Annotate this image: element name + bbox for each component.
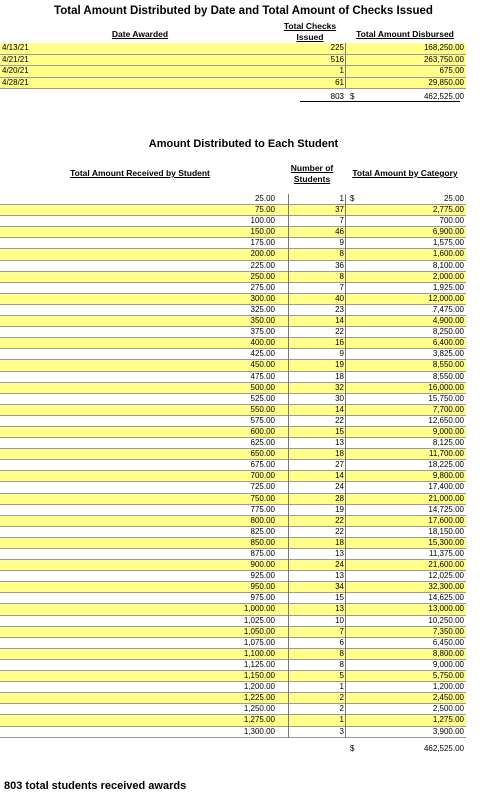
student-count-cell: 32 (335, 382, 344, 392)
column-divider (345, 78, 346, 89)
table-row (0, 349, 466, 360)
amount-received-cell: 1,100.00 (243, 648, 275, 658)
amount-received-cell: 450.00 (250, 360, 275, 370)
category-total-cell: 17,400.00 (428, 482, 464, 492)
table-row (0, 405, 466, 416)
total-currency-symbol: $ (350, 744, 355, 753)
student-count-cell: 2 (339, 693, 344, 703)
checks-cell: 61 (335, 77, 344, 87)
column-divider (345, 66, 346, 77)
table-row (0, 715, 466, 726)
category-total-cell: 15,750.00 (428, 393, 464, 403)
table-row (0, 527, 466, 538)
amount-received-cell: 475.00 (250, 371, 275, 381)
table-row (0, 427, 466, 438)
category-total-cell: 1,600.00 (432, 249, 464, 259)
student-count-cell: 22 (335, 526, 344, 536)
number-of-students-header: Number of Students (290, 163, 334, 184)
category-total-cell: 11,375.00 (429, 549, 464, 558)
currency-symbol: $ (350, 194, 355, 203)
amount-received-cell: 575.00 (250, 415, 275, 425)
student-count-cell: 2 (339, 704, 344, 714)
checks-cell: 225 (330, 43, 344, 52)
student-count-cell: 37 (335, 205, 344, 215)
amount-received-cell: 875.00 (250, 549, 275, 558)
amount-received-cell: 650.00 (250, 449, 275, 459)
table-row (0, 649, 466, 660)
amount-cell: 29,850.00 (428, 77, 464, 87)
student-count-cell: 22 (335, 327, 344, 337)
student-count-cell: 13 (335, 438, 344, 448)
table-row (0, 549, 466, 560)
category-total-cell: 9,000.00 (432, 659, 464, 669)
column-divider (345, 43, 346, 54)
amount-received-cell: 25.00 (254, 194, 275, 203)
table-row (0, 272, 466, 283)
category-total-cell: 7,350.00 (432, 626, 464, 636)
table-row (0, 593, 466, 604)
table-row (0, 338, 466, 349)
table-row (0, 704, 466, 715)
category-total-cell: 1,925.00 (432, 282, 464, 292)
category-total-cell: 14,725.00 (428, 504, 464, 514)
student-count-cell: 30 (335, 393, 344, 403)
table-row (0, 205, 466, 216)
table-row (0, 261, 466, 272)
student-count-cell: 8 (339, 648, 344, 658)
category-total-cell: 1,575.00 (432, 238, 464, 248)
table-row (0, 494, 466, 505)
amount-received-cell: 275.00 (250, 282, 275, 292)
category-total-cell: 5,750.00 (432, 671, 464, 681)
date-cell: 4/13/21 (2, 43, 29, 52)
category-total-cell: 8,550.00 (432, 371, 464, 381)
table-row (0, 560, 466, 571)
table-row (0, 604, 466, 615)
category-total-cell: 13,000.00 (428, 604, 464, 614)
table-row (0, 416, 466, 427)
category-total-cell: 2,450.00 (432, 693, 464, 703)
student-count-cell: 15 (335, 593, 344, 603)
summary-title: Total Amount Distributed by Date and Total Amount of Checks Issued (54, 5, 433, 17)
category-total-cell: 2,775.00 (432, 205, 464, 215)
amount-by-category-header: Total Amount by Category (352, 168, 458, 178)
student-count-cell: 36 (335, 260, 344, 270)
student-count-cell: 27 (335, 460, 344, 470)
table-row (0, 538, 466, 549)
table-row (0, 438, 466, 449)
table-row (0, 449, 466, 460)
student-count-cell: 15 (335, 426, 344, 436)
table-row (0, 238, 466, 249)
amount-received-cell: 750.00 (250, 493, 275, 503)
student-count-cell: 7 (339, 626, 344, 636)
student-count-cell: 18 (335, 537, 344, 547)
student-count-cell: 13 (335, 571, 344, 581)
student-count-cell: 1 (339, 682, 344, 692)
category-total-cell: 14,625.00 (428, 593, 464, 603)
student-count-cell: 5 (339, 671, 344, 681)
student-count-cell: 9 (339, 238, 344, 248)
student-count-cell: 19 (335, 360, 344, 370)
amount-received-cell: 550.00 (250, 404, 275, 414)
amount-received-cell: 250.00 (250, 271, 275, 281)
amount-received-cell: 925.00 (250, 571, 275, 581)
student-count-cell: 19 (335, 504, 344, 514)
student-count-cell: 23 (335, 304, 344, 314)
amount-received-cell: 775.00 (250, 504, 275, 514)
category-total-cell: 2,500.00 (432, 704, 464, 714)
amount-received-cell: 1,300.00 (243, 726, 275, 736)
amount-received-cell: 1,200.00 (243, 682, 275, 692)
total-checks: 803 (330, 92, 344, 101)
category-total-cell: 6,400.00 (432, 338, 464, 348)
category-total-cell: 9,000.00 (432, 426, 464, 436)
student-count-cell: 1 (339, 715, 344, 725)
amount-received-cell: 975.00 (250, 593, 275, 603)
table-row (0, 327, 466, 338)
date-cell: 4/28/21 (2, 77, 29, 87)
student-count-cell: 14 (335, 404, 344, 414)
student-count-cell: 7 (339, 216, 344, 226)
category-total-cell: 8,125.00 (432, 438, 464, 448)
total-checks-header: Total Checks Issued (283, 21, 337, 42)
table-row (0, 78, 466, 90)
table-row (0, 660, 466, 671)
category-total-cell: 17,600.00 (428, 515, 464, 525)
total-amount: 462,525.00 (423, 92, 464, 101)
amount-received-cell: 200.00 (250, 249, 275, 259)
amount-received-cell: 350.00 (250, 316, 275, 326)
total-disbursed-header: Total Amount Disbursed (356, 29, 454, 39)
category-total-cell: 10,250.00 (428, 615, 464, 625)
category-total-cell: 12,000.00 (428, 293, 464, 303)
table-row (0, 249, 466, 260)
amount-received-cell: 500.00 (250, 382, 275, 392)
category-total-cell: 12,650.00 (428, 415, 464, 425)
student-count-cell: 13 (335, 549, 344, 558)
table-row (0, 360, 466, 371)
student-count-cell: 46 (335, 227, 344, 237)
table-row (0, 471, 466, 482)
table-row (0, 383, 466, 394)
student-distribution-title: Amount Distributed to Each Student (148, 138, 339, 150)
table-row (0, 43, 466, 55)
amount-received-cell: 800.00 (250, 515, 275, 525)
amount-cell: 675.00 (439, 66, 464, 75)
student-count-cell: 7 (339, 282, 344, 292)
category-total-cell: 3,825.00 (432, 349, 464, 359)
date-awarded-header: Date Awarded (111, 29, 169, 39)
amount-received-cell: 425.00 (250, 349, 275, 359)
student-distribution-table (0, 194, 466, 738)
amount-received-cell: 225.00 (250, 260, 275, 270)
table-row (0, 482, 466, 493)
table-row (0, 460, 466, 471)
student-count-cell: 13 (335, 604, 344, 614)
amount-cell: 168,250.00 (423, 43, 464, 52)
table-row (0, 616, 466, 627)
category-total-cell: 21,000.00 (428, 493, 464, 503)
category-total-cell: 6,450.00 (432, 637, 464, 647)
student-count-cell: 22 (335, 415, 344, 425)
amount-received-cell: 1,000.00 (243, 604, 275, 614)
student-count-cell: 24 (335, 482, 344, 492)
category-total-cell: 15,300.00 (428, 537, 464, 547)
students-right-divider (345, 194, 346, 738)
amount-received-cell: 525.00 (250, 393, 275, 403)
category-total-cell: 700.00 (439, 216, 464, 226)
amount-received-cell: 1,075.00 (243, 637, 275, 647)
category-total-cell: 7,700.00 (432, 404, 464, 414)
total-underline (300, 101, 460, 102)
amount-received-cell: 150.00 (250, 227, 275, 237)
student-count-cell: 8 (339, 271, 344, 281)
table-row (0, 394, 466, 405)
category-total-cell: 21,600.00 (428, 560, 464, 570)
category-total-cell: 3,900.00 (432, 726, 464, 736)
category-total-cell: 9,800.00 (432, 471, 464, 481)
amount-received-cell: 1,025.00 (243, 615, 275, 625)
amount-received-cell: 1,050.00 (243, 626, 275, 636)
students-left-divider (288, 194, 289, 738)
table-row (0, 682, 466, 693)
category-total-cell: 12,025.00 (428, 571, 464, 581)
table-row (0, 194, 466, 205)
category-total-cell: 11,700.00 (429, 449, 464, 459)
category-total-cell: 25.00 (443, 194, 464, 203)
amount-received-header: Total Amount Received by Student (70, 168, 210, 178)
table-row (0, 727, 466, 738)
category-total-cell: 8,800.00 (432, 648, 464, 658)
amount-received-cell: 1,225.00 (243, 693, 275, 703)
category-total-cell: 8,250.00 (432, 327, 464, 337)
checks-by-date-table (0, 43, 466, 89)
category-total-cell: 18,225.00 (428, 460, 464, 470)
table-row (0, 627, 466, 638)
category-total-cell: 8,100.00 (432, 260, 464, 270)
amount-received-cell: 700.00 (250, 471, 275, 481)
category-total-cell: 6,900.00 (432, 227, 464, 237)
student-count-cell: 6 (339, 637, 344, 647)
table-row (0, 671, 466, 682)
category-total-cell: 1,200.00 (432, 682, 464, 692)
currency-symbol: $ (350, 92, 355, 101)
student-count-cell: 10 (335, 615, 344, 625)
category-total-cell: 1,275.00 (432, 715, 464, 725)
amount-received-cell: 75.00 (254, 205, 275, 215)
student-count-cell: 3 (339, 726, 344, 736)
amount-received-cell: 950.00 (250, 582, 275, 592)
table-row (0, 294, 466, 305)
student-count-cell: 9 (339, 349, 344, 359)
table-row (0, 516, 466, 527)
date-cell: 4/20/21 (2, 66, 29, 75)
amount-received-cell: 850.00 (250, 537, 275, 547)
checks-cell: 516 (330, 54, 344, 64)
amount-received-cell: 100.00 (250, 216, 275, 226)
amount-received-cell: 400.00 (250, 338, 275, 348)
table-row (0, 55, 466, 67)
amount-received-cell: 1,275.00 (243, 715, 275, 725)
total-students-footer: 803 total students received awards (4, 780, 187, 792)
student-count-cell: 22 (335, 515, 344, 525)
checks-cell: 1 (339, 66, 344, 75)
amount-received-cell: 300.00 (250, 293, 275, 303)
amount-received-cell: 900.00 (250, 560, 275, 570)
student-count-cell: 18 (335, 449, 344, 459)
table-row (0, 283, 466, 294)
table-row (0, 316, 466, 327)
amount-cell: 263,750.00 (423, 54, 464, 64)
amount-received-cell: 600.00 (250, 426, 275, 436)
amount-received-cell: 325.00 (250, 304, 275, 314)
table-row (0, 216, 466, 227)
student-count-cell: 18 (335, 371, 344, 381)
amount-received-cell: 375.00 (250, 327, 275, 337)
amount-received-cell: 1,150.00 (243, 671, 275, 681)
category-total-cell: 32,300.00 (428, 582, 464, 592)
amount-received-cell: 1,250.00 (243, 704, 275, 714)
table-row (0, 693, 466, 704)
amount-received-cell: 625.00 (250, 438, 275, 448)
category-total-cell: 4,900.00 (432, 316, 464, 326)
student-count-cell: 1 (339, 194, 344, 203)
category-total-cell: 16,000.00 (428, 382, 464, 392)
amount-received-cell: 675.00 (250, 460, 275, 470)
student-count-cell: 34 (335, 582, 344, 592)
student-count-cell: 16 (335, 338, 344, 348)
student-count-cell: 8 (339, 659, 344, 669)
student-count-cell: 28 (335, 493, 344, 503)
student-count-cell: 24 (335, 560, 344, 570)
grand-total-amount: 462,525.00 (423, 744, 464, 753)
amount-received-cell: 175.00 (250, 238, 275, 248)
category-total-cell: 18,150.00 (428, 526, 464, 536)
student-count-cell: 14 (335, 316, 344, 326)
table-row (0, 582, 466, 593)
category-total-cell: 2,000.00 (432, 271, 464, 281)
table-row (0, 372, 466, 383)
table-row (0, 505, 466, 516)
table-row (0, 227, 466, 238)
amount-received-cell: 825.00 (250, 526, 275, 536)
table-row (0, 66, 466, 78)
table-row (0, 638, 466, 649)
amount-received-cell: 725.00 (250, 482, 275, 492)
table-row (0, 571, 466, 582)
student-count-cell: 40 (335, 293, 344, 303)
student-count-cell: 14 (335, 471, 344, 481)
category-total-cell: 8,550.00 (432, 360, 464, 370)
column-divider (345, 55, 346, 66)
date-cell: 4/21/21 (2, 54, 29, 64)
amount-received-cell: 1,125.00 (243, 659, 275, 669)
table-row (0, 305, 466, 316)
category-total-cell: 7,475.00 (432, 304, 464, 314)
student-count-cell: 8 (339, 249, 344, 259)
